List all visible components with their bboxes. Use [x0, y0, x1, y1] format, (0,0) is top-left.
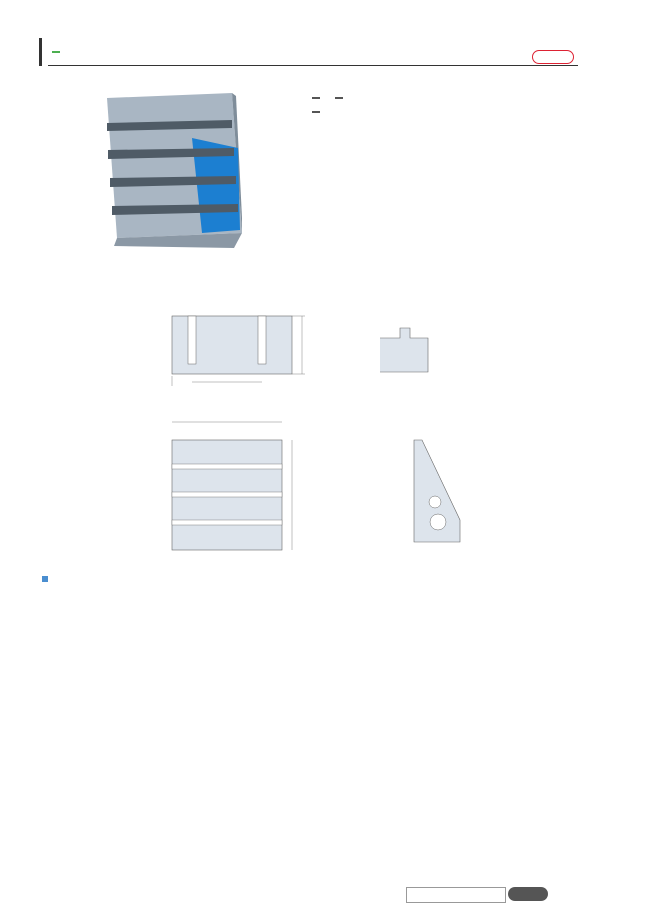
spec-material: [312, 92, 347, 102]
elevation-diagram: [150, 408, 310, 573]
side-navigation: [598, 28, 650, 878]
page-title: [48, 38, 60, 62]
rohs-badge: [52, 51, 60, 53]
title-accent-bar: [39, 38, 42, 66]
product-photo: [42, 88, 292, 250]
spec-surface: [312, 106, 324, 116]
tslot-detail-diagram: [370, 306, 450, 402]
title-underline: [48, 65, 578, 66]
english-title: [48, 68, 66, 76]
section-title: [42, 575, 50, 585]
search-input[interactable]: [406, 887, 506, 903]
eron-logo: [532, 50, 574, 64]
search-button[interactable]: [508, 887, 548, 901]
front-view-diagram: [150, 296, 320, 396]
side-view-diagram: [370, 410, 480, 570]
